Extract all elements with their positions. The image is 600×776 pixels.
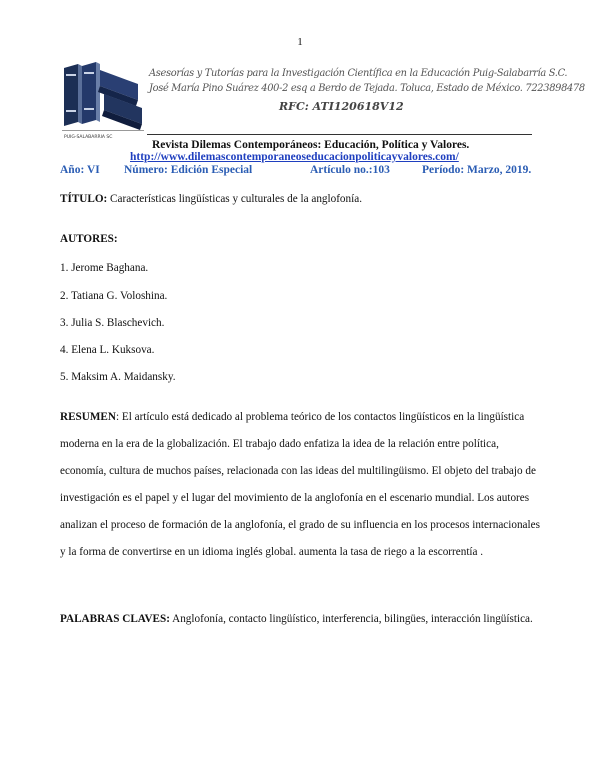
- letterhead-line-1: Asesorías y Tutorías para la Investigación Científica en la Educación Puig-Salabarría S.C.: [149, 67, 568, 79]
- keywords-label: PALABRAS CLAVES:: [60, 613, 170, 625]
- meta-number: Número: Edición Especial: [124, 164, 253, 176]
- title-value: Características lingüísticas y culturales de la anglofonía.: [110, 193, 362, 205]
- keywords-text: Anglofonía, contacto lingüístico, interferencia, bilingües, interacción lingüística.: [172, 613, 533, 625]
- abstract-label: RESUMEN: [60, 411, 116, 423]
- author-item: 4. Elena L. Kuksova.: [60, 344, 155, 356]
- article-title: [60, 193, 545, 205]
- author-item: 3. Julia S. Blaschevich.: [60, 317, 165, 329]
- letterhead-rfc: RFC: ATI120618V12: [279, 100, 404, 113]
- abstract-text: : El artículo está dedicado al problema teórico de los contactos lingüísticos en la lingüística moderna en la era de la globalización. El trabajo dado enfatiza la idea de la relación entre política, economía, cultura de muchos países, relacionada con las ideas del multilingüismo. El objeto del trabajo de investigación es el papel y el lugar del movimiento de la anglofonía en el escenario mundial. Los autores analizan el proceso de formación de la anglofonía, el grado de su influencia en los procesos internacionales y la forma de convertirse en un idioma inglés global. aumenta la tasa de riego a la escorrentía .: [60, 411, 540, 558]
- keywords: [60, 606, 545, 633]
- title-label: TÍTULO:: [60, 193, 108, 205]
- letterhead-line-2: José María Pino Suárez 400-2 esq a Berdo de Tejada. Toluca, Estado de México. 7223898478: [149, 82, 585, 94]
- books-logo: [60, 60, 146, 142]
- meta-period: Período: Marzo, 2019.: [422, 164, 532, 176]
- author-item: 2. Tatiana G. Voloshina.: [60, 290, 168, 302]
- author-item: 5. Maksim A. Maidansky.: [60, 371, 176, 383]
- logo-caption: PUIG-SALABARRIA SC: [64, 135, 113, 140]
- meta-article: Artículo no.:103: [310, 164, 390, 176]
- authors-heading: AUTORES:: [60, 233, 118, 245]
- page-number: 1: [297, 36, 303, 48]
- journal-url-link[interactable]: http://www.dilemascontemporaneoseducacionpoliticayvalores.com/: [130, 151, 459, 163]
- meta-year: Año: VI: [60, 164, 100, 176]
- header-divider: [147, 134, 532, 135]
- journal-title: Revista Dilemas Contemporáneos: Educación, Política y Valores.: [152, 139, 470, 151]
- letterhead: [149, 66, 585, 113]
- abstract: [60, 404, 545, 566]
- author-item: 1. Jerome Baghana.: [60, 262, 149, 274]
